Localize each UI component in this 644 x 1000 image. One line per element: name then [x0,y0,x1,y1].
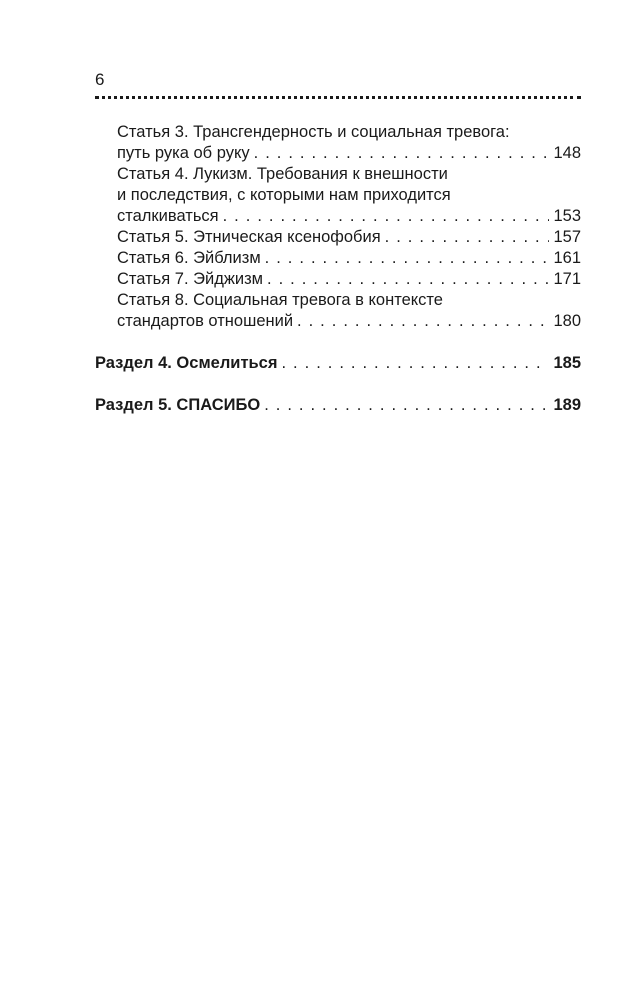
table-of-contents [95,122,581,416]
dot-leader [254,143,550,164]
dot-leader [297,311,549,332]
dot-leader [265,248,550,269]
toc-page-ref: 161 [553,249,581,267]
toc-entry-title-line: Статья 6. Эйблизм [117,249,261,267]
page-number: 6 [95,70,105,89]
toc-entry-title-line: и последствия, с которыми нам приходится [117,186,451,204]
toc-entry-article-5[interactable] [95,227,581,248]
toc-page-ref: 153 [553,207,581,225]
toc-page-ref: 171 [553,270,581,288]
toc-entry-title-line: путь рука об руку [117,144,250,162]
header-dotted-rule [95,96,581,99]
toc-entry-article-6[interactable] [95,248,581,269]
dot-leader [223,206,550,227]
toc-entry-title-line: Раздел 5. СПАСИБО [95,396,261,414]
dot-leader [281,353,549,374]
toc-entry-title-line: Раздел 4. Осмелиться [95,354,278,372]
toc-page-ref: 157 [553,228,581,246]
toc-entry-title-line: Статья 5. Этническая ксенофобия [117,228,381,246]
toc-entry-title-line: Статья 3. Трансгендерность и социальная тревога: [117,123,510,141]
toc-entry-article-8[interactable] [95,290,581,332]
toc-entry-section-4[interactable] [95,353,581,374]
toc-page-ref: 189 [553,396,581,414]
toc-entry-article-7[interactable] [95,269,581,290]
dot-leader [267,269,549,290]
toc-entry-article-4[interactable] [95,164,581,227]
toc-entry-section-5[interactable] [95,395,581,416]
toc-entry-article-3[interactable] [95,122,581,164]
toc-entry-title-line: Статья 8. Социальная тревога в контексте [117,291,443,309]
toc-page-ref: 180 [553,312,581,330]
toc-entry-title-line: Статья 7. Эйджизм [117,270,263,288]
toc-entry-title-line: сталкиваться [117,207,219,225]
dot-leader [385,227,550,248]
toc-page-ref: 148 [553,144,581,162]
dot-leader [264,395,549,416]
toc-page-ref: 185 [553,354,581,372]
toc-entry-title-line: стандартов отношений [117,312,294,330]
toc-entry-title-line: Статья 4. Лукизм. Требования к внешности [117,165,448,183]
